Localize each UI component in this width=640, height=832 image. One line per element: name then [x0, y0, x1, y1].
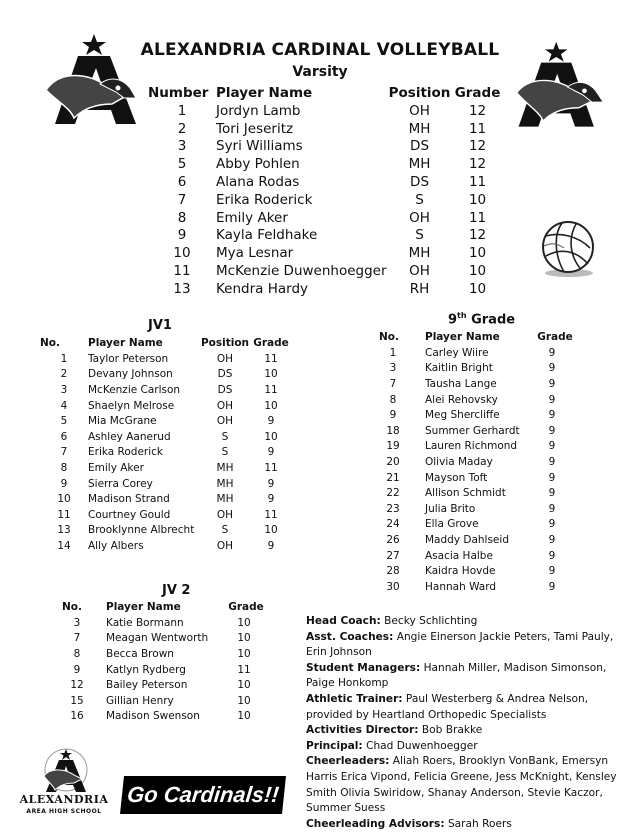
table-row [371, 376, 575, 392]
table-row [40, 367, 292, 383]
player-number: 19 [386, 440, 400, 453]
player-number: 9 [73, 663, 81, 676]
table-row [371, 470, 575, 486]
player-position: DS [410, 174, 430, 191]
table-row [40, 523, 292, 539]
varsity-title: Varsity [292, 64, 348, 80]
staff-value: Hannah Miller, Madison Simonson, Paige Honkomp [306, 661, 607, 690]
player-number: 11 [173, 263, 191, 280]
player-name: McKenzie Duwenhoegger [216, 263, 387, 280]
player-name: Madison Strand [88, 493, 170, 506]
player-name: Ally Albers [88, 539, 144, 552]
player-name: Becca Brown [106, 647, 174, 660]
player-name: Devany Johnson [88, 368, 173, 381]
ninth-title-number: 9 [448, 312, 458, 328]
player-name: Alana Rodas [216, 174, 300, 191]
player-position: OH [409, 263, 430, 280]
player-number: 8 [177, 209, 187, 226]
player-number: 23 [386, 502, 400, 515]
jv1-title: JV1 [148, 318, 172, 333]
player-grade: 9 [548, 377, 556, 390]
table-row [371, 392, 575, 408]
player-name: Jordyn Lamb [216, 102, 301, 119]
player-name: Maddy Dahlseid [425, 533, 509, 546]
player-number: 9 [177, 227, 187, 244]
staff-item [306, 661, 628, 692]
player-name: Katlyn Rydberg [106, 663, 186, 676]
player-grade: 10 [264, 524, 278, 537]
player-number: 3 [389, 362, 397, 375]
player-grade: 10 [237, 694, 251, 707]
table-row [148, 227, 503, 245]
player-grade: 12 [468, 138, 487, 155]
table-row [40, 382, 292, 398]
table-row [371, 423, 575, 439]
player-grade: 11 [264, 383, 278, 396]
player-number: 7 [177, 191, 187, 208]
staff-item [306, 692, 628, 723]
staff-value: Sarah Roers [447, 817, 512, 830]
table-row [40, 507, 292, 523]
player-name: Kayla Feldhake [216, 227, 318, 244]
table-row [371, 532, 575, 548]
player-position: OH [216, 415, 234, 428]
player-grade: 9 [548, 409, 556, 422]
player-grade: 9 [267, 477, 275, 490]
player-grade: 9 [548, 580, 556, 593]
player-grade: 9 [548, 502, 556, 515]
player-name: Kendra Hardy [216, 280, 309, 297]
player-number: 15 [70, 694, 84, 707]
table-row [148, 120, 503, 138]
player-number: 24 [386, 518, 400, 531]
player-number: 8 [389, 393, 397, 406]
player-name: Mayson Toft [425, 471, 488, 484]
table-row [371, 579, 575, 595]
player-name: Syri Williams [216, 138, 303, 155]
varsity-roster-table [148, 83, 503, 298]
player-position: MH [408, 245, 431, 262]
table-header-row [40, 334, 292, 351]
player-number: 21 [386, 471, 400, 484]
player-grade: 10 [237, 616, 251, 629]
player-name: Alei Rehovsky [425, 393, 498, 406]
player-number: 3 [177, 138, 187, 155]
player-position: OH [409, 102, 430, 119]
player-grade: 9 [267, 415, 275, 428]
player-number: 3 [73, 616, 81, 629]
player-number: 6 [60, 430, 68, 443]
table-row [148, 262, 503, 280]
cardinal-a-icon [40, 748, 92, 794]
table-row [148, 244, 503, 262]
player-grade: 9 [548, 362, 556, 375]
player-name: Ashley Aanerud [88, 430, 171, 443]
staff-item [306, 614, 628, 630]
table-row [40, 398, 292, 414]
player-name: McKenzie Carlson [88, 383, 181, 396]
player-position: S [415, 191, 424, 208]
player-number: 5 [60, 415, 68, 428]
player-grade: 10 [237, 710, 251, 723]
player-grade: 12 [468, 102, 487, 119]
player-grade: 10 [468, 263, 487, 280]
table-row [148, 173, 503, 191]
player-position: OH [216, 399, 234, 412]
player-position: OH [216, 539, 234, 552]
staff-item [306, 630, 628, 661]
staff-item [306, 817, 628, 832]
table-row [371, 361, 575, 377]
table-row [52, 662, 268, 678]
player-grade: 10 [264, 399, 278, 412]
player-grade: 9 [548, 487, 556, 500]
player-name: Lauren Richmond [425, 440, 518, 453]
player-number: 4 [60, 399, 68, 412]
player-number: 7 [60, 446, 68, 459]
staff-label: Athletic Trainer: [306, 692, 403, 705]
jv2-title: JV 2 [162, 583, 191, 598]
player-number: 16 [70, 710, 84, 723]
table-row [52, 615, 268, 631]
player-name: Olivia Maday [425, 455, 493, 468]
player-number: 7 [73, 632, 81, 645]
player-number: 8 [60, 461, 68, 474]
player-name: Sierra Corey [88, 477, 153, 490]
staff-value: Bob Brakke [421, 724, 483, 737]
ninth-grade-roster-table [371, 328, 575, 595]
position-header: Position [388, 84, 451, 101]
player-grade: 9 [267, 539, 275, 552]
player-name: Taylor Peterson [88, 352, 169, 365]
staff-value: Becky Schlichting [384, 615, 478, 627]
player-position: S [221, 524, 229, 537]
player-position: MH [216, 477, 234, 490]
player-position: DS [217, 368, 233, 381]
position-header: Position [200, 336, 250, 349]
player-grade: 11 [468, 120, 487, 137]
table-row [52, 693, 268, 709]
player-name: Madison Swenson [106, 710, 200, 723]
player-name: Bailey Peterson [106, 679, 188, 692]
player-name: Hannah Ward [425, 580, 497, 593]
player-number: 11 [57, 508, 71, 521]
volleyball-image [538, 220, 600, 278]
player-grade: 11 [468, 174, 487, 191]
staff-value: Aliah Roers, Brooklyn VonBank, Emersyn Harris Erica Vipond, Felicia Greene, Jess McKnight, Kensley Smith Olivia Swiridow, Shanay Anderson, Stevie Kaczor, Summer Suess [306, 755, 617, 815]
table-header-row [52, 598, 268, 615]
table-row [371, 517, 575, 533]
table-row [40, 491, 292, 507]
staff-label: Activities Director: [306, 724, 419, 737]
player-number: 2 [177, 120, 187, 137]
player-name: Shaelyn Melrose [88, 399, 175, 412]
player-name: Erika Roderick [88, 446, 163, 459]
player-grade: 9 [548, 424, 556, 437]
player-name: Meg Shercliffe [425, 409, 500, 422]
player-grade: 10 [264, 368, 278, 381]
player-number: 9 [60, 477, 68, 490]
player-name-header: Player Name [88, 336, 163, 349]
player-number: 10 [57, 493, 71, 506]
staff-list [306, 614, 628, 832]
page-title: ALEXANDRIA CARDINAL VOLLEYBALL [140, 40, 500, 60]
player-position: S [221, 446, 229, 459]
table-row [52, 631, 268, 647]
player-grade: 11 [264, 461, 278, 474]
player-grade: 12 [468, 156, 487, 173]
player-grade: 9 [267, 446, 275, 459]
player-grade: 10 [468, 191, 487, 208]
table-row [148, 138, 503, 156]
player-grade: 10 [468, 245, 487, 262]
player-number: 26 [386, 533, 400, 546]
player-grade: 9 [548, 346, 556, 359]
grade-header: Grade [537, 330, 573, 343]
player-grade: 9 [548, 518, 556, 531]
player-number: 14 [57, 539, 71, 552]
player-position: S [221, 430, 229, 443]
player-number: 8 [73, 647, 81, 660]
player-position: MH [216, 461, 234, 474]
ninth-grade-title [448, 311, 515, 327]
staff-label: Asst. Coaches: [306, 630, 394, 643]
player-number: 28 [386, 565, 400, 578]
table-row [148, 209, 503, 227]
table-header-row [371, 328, 575, 345]
table-row [40, 538, 292, 554]
player-grade: 10 [237, 679, 251, 692]
school-subtitle: AREA HIGH SCHOOL [26, 808, 102, 815]
player-name: Carley Wiire [425, 346, 489, 359]
table-row [148, 191, 503, 209]
player-name: Asacia Halbe [425, 549, 493, 562]
staff-value: Paul Westerberg & Andrea Nelson, provided by Heartland Orthopedic Specialists [306, 692, 589, 721]
table-row [371, 407, 575, 423]
table-row [52, 709, 268, 725]
table-row [371, 501, 575, 517]
ninth-title-suffix: th [457, 311, 467, 320]
staff-value: Chad Duwenhoegger [366, 739, 478, 752]
player-name: Tori Jeseritz [216, 120, 294, 137]
table-row [40, 476, 292, 492]
staff-label: Cheerleaders: [306, 755, 390, 768]
player-number: 10 [173, 245, 191, 262]
player-grade: 9 [548, 471, 556, 484]
player-number: 13 [173, 280, 191, 297]
player-name: Allison Schmidt [425, 487, 506, 500]
school-logo [40, 748, 92, 794]
player-grade: 9 [548, 455, 556, 468]
player-name: Tausha Lange [425, 377, 497, 390]
table-row [371, 485, 575, 501]
player-grade: 10 [237, 647, 251, 660]
player-name: Summer Gerhardt [425, 424, 520, 437]
player-grade: 11 [237, 663, 251, 676]
player-grade: 11 [264, 352, 278, 365]
player-grade: 12 [468, 227, 487, 244]
player-name: Mia McGrane [88, 415, 157, 428]
number-header: No. [379, 330, 399, 343]
table-row [371, 345, 575, 361]
go-cardinals-banner: Go Cardinals!! [120, 776, 286, 814]
school-name: ALEXANDRIA [19, 793, 109, 806]
player-name: Mya Lesnar [216, 245, 294, 262]
player-number: 27 [386, 549, 400, 562]
player-position: MH [216, 493, 234, 506]
player-name: Meagan Wentworth [106, 632, 209, 645]
grade-header: Grade [454, 84, 501, 101]
player-number: 30 [386, 580, 400, 593]
table-row [52, 646, 268, 662]
player-number: 12 [70, 679, 84, 692]
table-row [40, 429, 292, 445]
player-grade: 9 [548, 533, 556, 546]
player-name: Kaitlin Bright [425, 362, 493, 375]
player-number: 22 [386, 487, 400, 500]
staff-item [306, 723, 628, 739]
player-position: MH [408, 156, 431, 173]
player-name: Katie Bormann [106, 616, 184, 629]
staff-label: Principal: [306, 739, 363, 752]
player-grade: 9 [548, 565, 556, 578]
player-position: OH [216, 508, 234, 521]
player-grade: 11 [468, 209, 487, 226]
player-name-header: Player Name [216, 84, 313, 101]
number-header: Number [148, 84, 209, 101]
player-name: Julia Brito [425, 502, 476, 515]
player-name-header: Player Name [425, 330, 500, 343]
table-row [40, 460, 292, 476]
player-number: 18 [386, 424, 400, 437]
table-row [148, 102, 503, 120]
player-name: Kaidra Hovde [425, 565, 496, 578]
player-grade: 9 [267, 493, 275, 506]
player-name: Emily Aker [216, 209, 288, 226]
player-position: RH [409, 280, 430, 297]
player-name: Emily Aker [88, 461, 144, 474]
grade-header: Grade [253, 336, 289, 349]
staff-label: Cheerleading Advisors: [306, 817, 445, 830]
jv2-roster-table [52, 598, 268, 724]
staff-value: Angie Einerson Jackie Peters, Tami Pauly, Erin Johnson [306, 630, 614, 659]
player-number: 1 [177, 102, 187, 119]
table-row [148, 155, 503, 173]
player-grade: 11 [264, 508, 278, 521]
player-name: Erika Roderick [216, 191, 313, 208]
staff-label: Student Managers: [306, 661, 421, 674]
staff-label: Head Coach: [306, 615, 381, 627]
player-position: OH [409, 209, 430, 226]
player-position: OH [216, 352, 234, 365]
table-row [40, 445, 292, 461]
player-grade: 9 [548, 440, 556, 453]
table-row [40, 351, 292, 367]
player-position: DS [217, 383, 233, 396]
player-number: 7 [389, 377, 397, 390]
table-row [371, 563, 575, 579]
table-row [52, 677, 268, 693]
player-name: Ella Grove [425, 518, 479, 531]
grade-header: Grade [228, 600, 264, 613]
table-row [371, 454, 575, 470]
player-number: 6 [177, 174, 187, 191]
number-header: No. [62, 600, 82, 613]
player-number: 9 [389, 409, 397, 422]
table-row [371, 439, 575, 455]
number-header: No. [40, 336, 60, 349]
player-grade: 9 [548, 393, 556, 406]
player-name: Brooklynne Albrecht [88, 524, 195, 537]
player-position: S [415, 227, 424, 244]
volleyball-icon [538, 220, 600, 278]
player-position: MH [408, 120, 431, 137]
table-header-row [148, 83, 503, 102]
table-row [371, 548, 575, 564]
player-grade: 9 [548, 549, 556, 562]
staff-item [306, 739, 628, 755]
player-number: 20 [386, 455, 400, 468]
player-number: 1 [389, 346, 397, 359]
jv1-roster-table [40, 334, 292, 554]
player-grade: 10 [468, 280, 487, 297]
player-grade: 10 [237, 632, 251, 645]
staff-item [306, 754, 628, 816]
player-number: 2 [60, 368, 68, 381]
table-row [148, 280, 503, 298]
player-number: 5 [177, 156, 187, 173]
player-position: DS [410, 138, 430, 155]
ninth-title-rest: Grade [466, 312, 516, 328]
player-number: 3 [60, 383, 68, 396]
player-name-header: Player Name [106, 600, 181, 613]
player-name: Abby Pohlen [216, 156, 300, 173]
player-grade: 10 [264, 430, 278, 443]
player-number: 1 [60, 352, 68, 365]
player-number: 13 [57, 524, 71, 537]
table-row [40, 413, 292, 429]
player-name: Gillian Henry [106, 694, 174, 707]
player-name: Courtney Gould [88, 508, 171, 521]
